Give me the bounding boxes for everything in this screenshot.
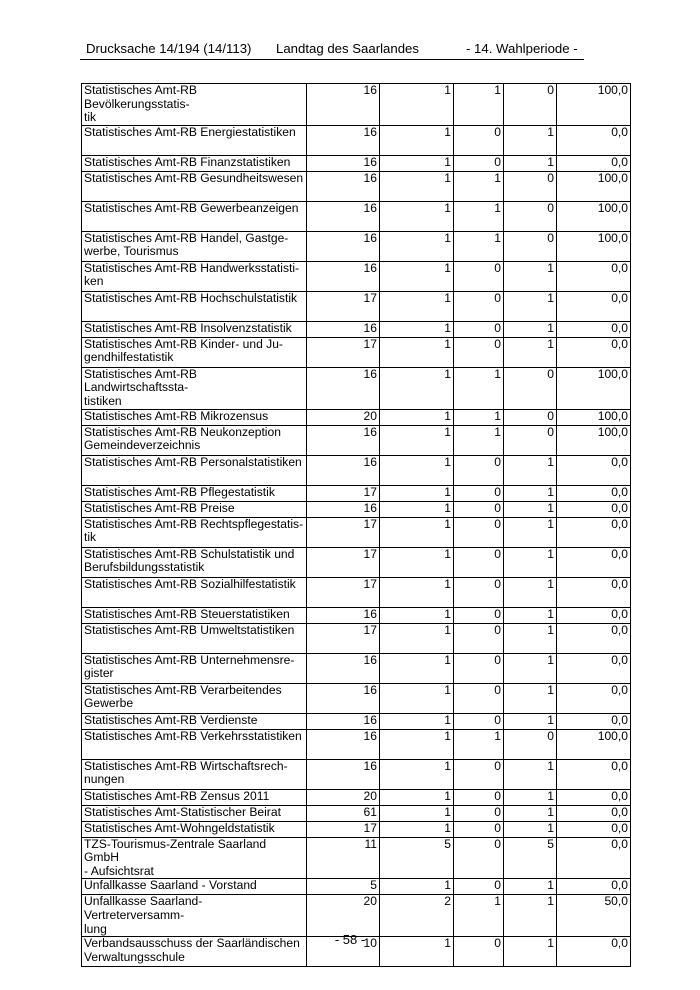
body-c2-cell: 1 xyxy=(380,155,454,171)
body-name-line: Statistisches Amt-RB Wirtschaftsrech- xyxy=(84,759,288,773)
body-name-line: lung xyxy=(84,921,107,936)
body-c4-cell: 1 xyxy=(504,125,557,155)
body-c1-cell: 17 xyxy=(307,821,380,837)
body-name-cell xyxy=(82,607,307,623)
body-c2-cell: 1 xyxy=(380,409,454,425)
body-c4-cell: 1 xyxy=(504,937,557,967)
body-c2-cell: 1 xyxy=(380,485,454,501)
body-c3-cell: 0 xyxy=(454,805,504,821)
body-name-line: Unfallkasse Saarland- Vertreterversamm- xyxy=(84,894,203,922)
body-c5-cell: 0,0 xyxy=(557,607,631,623)
body-name-line: Statistisches Amt-Statistischer Beirat xyxy=(84,805,281,819)
body-c1-cell: 16 xyxy=(307,501,380,517)
body-name-line: Unfallkasse Saarland - Vorstand xyxy=(84,878,257,893)
body-c5-cell: 0,0 xyxy=(557,485,631,501)
body-c2-cell: 1 xyxy=(380,201,454,231)
body-name-cell xyxy=(82,577,307,607)
table-row xyxy=(82,501,631,517)
body-c1-cell: 16 xyxy=(307,155,380,171)
body-c1-cell: 17 xyxy=(307,485,380,501)
body-c5-cell: 100,0 xyxy=(557,201,631,231)
body-c4-cell: 1 xyxy=(504,321,557,337)
body-name-line: gister xyxy=(84,666,114,681)
table-row xyxy=(82,729,631,759)
body-c3-cell: 1 xyxy=(454,171,504,201)
body-c1-cell: 17 xyxy=(307,623,380,653)
body-c5-cell: 100,0 xyxy=(557,171,631,201)
body-c2-cell: 1 xyxy=(380,729,454,759)
body-name-line: tik xyxy=(84,530,97,545)
body-name-line: - Aufsichtsrat xyxy=(84,863,154,878)
table-row xyxy=(82,367,631,409)
body-c1-cell: 17 xyxy=(307,337,380,367)
body-name-cell xyxy=(82,729,307,759)
body-c4-cell: 1 xyxy=(504,623,557,653)
body-c5-cell: 0,0 xyxy=(557,337,631,367)
body-c5-cell: 100,0 xyxy=(557,425,631,455)
body-c4-cell: 1 xyxy=(504,155,557,171)
body-c4-cell: 1 xyxy=(504,879,557,895)
body-c4-cell: 1 xyxy=(504,683,557,713)
body-name-cell xyxy=(82,201,307,231)
body-name-cell xyxy=(82,879,307,895)
table-row xyxy=(82,759,631,789)
body-name-cell xyxy=(82,261,307,291)
body-c1-cell: 16 xyxy=(307,125,380,155)
body-c4-cell: 5 xyxy=(504,837,557,879)
table-row xyxy=(82,201,631,231)
body-name-cell xyxy=(82,837,307,879)
body-name-cell xyxy=(82,337,307,367)
body-name-cell xyxy=(82,485,307,501)
body-c3-cell: 0 xyxy=(454,789,504,805)
body-c3-cell: 0 xyxy=(454,547,504,577)
body-name-line: Statistisches Amt-RB Neukonzeption xyxy=(84,425,281,439)
body-c2-cell: 2 xyxy=(380,895,454,937)
body-c2-cell: 1 xyxy=(380,261,454,291)
body-c3-cell: 0 xyxy=(454,683,504,713)
body-name-cell xyxy=(82,517,307,547)
body-c3-cell: 0 xyxy=(454,623,504,653)
body-c1-cell: 16 xyxy=(307,729,380,759)
body-c1-cell: 17 xyxy=(307,577,380,607)
body-name-line: nungen xyxy=(84,772,125,787)
body-c5-cell: 0,0 xyxy=(557,155,631,171)
body-name-line: Statistisches Amt-RB Pflegestatistik xyxy=(84,485,275,499)
body-c2-cell: 1 xyxy=(380,337,454,367)
page-number: - 58 - xyxy=(334,932,366,947)
table-row xyxy=(82,789,631,805)
table-row xyxy=(82,623,631,653)
body-c4-cell: 0 xyxy=(504,201,557,231)
body-c1-cell: 20 xyxy=(307,895,380,937)
body-c4-cell: 0 xyxy=(504,84,557,126)
body-c2-cell: 1 xyxy=(380,455,454,485)
body-name-line: Statistisches Amt-RB Zensus 2011 xyxy=(84,789,270,803)
body-c5-cell: 0,0 xyxy=(557,517,631,547)
body-c3-cell: 1 xyxy=(454,84,504,126)
body-c1-cell: 16 xyxy=(307,231,380,261)
body-c5-cell: 0,0 xyxy=(557,683,631,713)
table-row xyxy=(82,547,631,577)
body-c4-cell: 1 xyxy=(504,485,557,501)
body-c5-cell: 0,0 xyxy=(557,713,631,729)
body-name-cell xyxy=(82,291,307,321)
body-name-line: Berufsbildungsstatistik xyxy=(84,560,205,575)
body-name-line: Statistisches Amt-RB Bevölkerungsstatis- xyxy=(84,83,197,111)
body-c5-cell: 100,0 xyxy=(557,367,631,409)
body-c5-cell: 100,0 xyxy=(557,231,631,261)
body-c1-cell: 16 xyxy=(307,321,380,337)
body-c2-cell: 1 xyxy=(380,501,454,517)
body-name-line: Statistisches Amt-RB Schulstatistik und xyxy=(84,547,295,561)
body-c1-cell: 16 xyxy=(307,759,380,789)
body-name-line: Statistisches Amt-RB Energiestatistiken xyxy=(84,125,296,139)
body-name-line: Statistisches Amt-RB Handwerksstatisti- xyxy=(84,261,300,275)
body-name-cell xyxy=(82,713,307,729)
body-name-line: Statistisches Amt-RB Kinder- und Ju- xyxy=(84,337,283,351)
body-name-cell xyxy=(82,683,307,713)
body-c4-cell: 0 xyxy=(504,729,557,759)
body-c3-cell: 1 xyxy=(454,895,504,937)
body-c1-cell: 17 xyxy=(307,547,380,577)
header-rule xyxy=(80,59,584,60)
body-c4-cell: 0 xyxy=(504,425,557,455)
body-c2-cell: 5 xyxy=(380,837,454,879)
table-row xyxy=(82,517,631,547)
body-c2-cell: 1 xyxy=(380,367,454,409)
body-c3-cell: 1 xyxy=(454,425,504,455)
body-name-cell xyxy=(82,321,307,337)
body-c5-cell: 100,0 xyxy=(557,729,631,759)
table-row xyxy=(82,425,631,455)
body-name-line: Statistisches Amt-RB Gewerbeanzeigen xyxy=(84,201,299,215)
body-name-line: Gewerbe xyxy=(84,696,134,711)
table-row xyxy=(82,231,631,261)
table-row xyxy=(82,171,631,201)
body-c2-cell: 1 xyxy=(380,759,454,789)
body-c2-cell: 1 xyxy=(380,547,454,577)
body-name-line: Statistisches Amt-RB Sozialhilfestatistik xyxy=(84,577,296,591)
body-c4-cell: 1 xyxy=(504,821,557,837)
body-name-line: Statistisches Amt-RB Rechtspflegestatis- xyxy=(84,517,304,531)
body-c1-cell: 20 xyxy=(307,409,380,425)
body-name-line: ken xyxy=(84,274,104,289)
body-c3-cell: 0 xyxy=(454,879,504,895)
body-c3-cell: 0 xyxy=(454,125,504,155)
body-c3-cell: 0 xyxy=(454,713,504,729)
body-c2-cell: 1 xyxy=(380,683,454,713)
body-c1-cell: 16 xyxy=(307,171,380,201)
document-number: Drucksache 14/194 (14/113) xyxy=(86,41,252,56)
body-name-line: gendhilfestatistik xyxy=(84,350,174,365)
body-name-line: Statistisches Amt-RB Verdienste xyxy=(84,713,258,727)
table-row xyxy=(82,895,631,937)
body-c3-cell: 0 xyxy=(454,261,504,291)
body-c1-cell: 61 xyxy=(307,805,380,821)
body-c4-cell: 1 xyxy=(504,895,557,937)
body-name-line: Statistisches Amt-RB Finanzstatistiken xyxy=(84,155,291,169)
body-c2-cell: 1 xyxy=(380,805,454,821)
body-name-line: Statistisches Amt-RB Gesundheitswesen xyxy=(84,171,304,185)
body-c2-cell: 1 xyxy=(380,577,454,607)
body-c5-cell: 0,0 xyxy=(557,261,631,291)
body-name-line: Statistisches Amt-RB Insolvenzstatistik xyxy=(84,321,292,335)
body-name-line: Statistisches Amt-RB Personalstatistiken xyxy=(84,455,302,469)
body-c3-cell: 1 xyxy=(454,729,504,759)
body-c3-cell: 1 xyxy=(454,201,504,231)
body-c5-cell: 0,0 xyxy=(557,805,631,821)
body-c5-cell: 0,0 xyxy=(557,291,631,321)
table-row xyxy=(82,879,631,895)
table-row xyxy=(82,653,631,683)
parliament-name: Landtag des Saarlandes xyxy=(276,41,419,56)
data-table xyxy=(81,83,631,967)
body-c2-cell: 1 xyxy=(380,821,454,837)
body-name-line: Statistisches Amt-RB Preise xyxy=(84,501,235,515)
body-c3-cell: 0 xyxy=(454,155,504,171)
body-c1-cell: 16 xyxy=(307,425,380,455)
body-c5-cell: 0,0 xyxy=(557,125,631,155)
table-row xyxy=(82,485,631,501)
body-c4-cell: 1 xyxy=(504,713,557,729)
body-c1-cell: 17 xyxy=(307,517,380,547)
legislative-period: - 14. Wahlperiode - xyxy=(466,41,578,56)
body-c4-cell: 1 xyxy=(504,291,557,321)
table-row xyxy=(82,291,631,321)
body-c4-cell: 1 xyxy=(504,759,557,789)
table-row xyxy=(82,837,631,879)
body-c1-cell: 20 xyxy=(307,789,380,805)
body-c5-cell: 100,0 xyxy=(557,409,631,425)
body-c4-cell: 0 xyxy=(504,367,557,409)
body-c2-cell: 1 xyxy=(380,231,454,261)
table-row xyxy=(82,577,631,607)
body-c4-cell: 1 xyxy=(504,607,557,623)
body-c5-cell: 0,0 xyxy=(557,837,631,879)
body-c1-cell: 16 xyxy=(307,367,380,409)
body-c4-cell: 1 xyxy=(504,547,557,577)
body-c4-cell: 1 xyxy=(504,653,557,683)
body-c5-cell: 0,0 xyxy=(557,653,631,683)
body-c2-cell: 1 xyxy=(380,879,454,895)
body-c3-cell: 1 xyxy=(454,231,504,261)
body-c2-cell: 1 xyxy=(380,607,454,623)
table-row xyxy=(82,713,631,729)
body-c1-cell: 16 xyxy=(307,683,380,713)
table-row xyxy=(82,455,631,485)
body-c4-cell: 0 xyxy=(504,231,557,261)
body-c4-cell: 1 xyxy=(504,501,557,517)
table-row xyxy=(82,321,631,337)
body-name-line: Statistisches Amt-RB Unternehmensre- xyxy=(84,653,295,667)
body-c5-cell: 0,0 xyxy=(557,577,631,607)
body-name-cell xyxy=(82,501,307,517)
table-row xyxy=(82,607,631,623)
body-name-cell xyxy=(82,171,307,201)
body-c1-cell: 16 xyxy=(307,607,380,623)
body-name-line: Statistisches Amt-Wohngeldstatistik xyxy=(84,821,275,835)
body-c3-cell: 0 xyxy=(454,577,504,607)
body-c4-cell: 1 xyxy=(504,789,557,805)
body-c3-cell: 0 xyxy=(454,821,504,837)
body-name-cell xyxy=(82,455,307,485)
table-row xyxy=(82,409,631,425)
body-c3-cell: 0 xyxy=(454,337,504,367)
body-name-cell xyxy=(82,623,307,653)
body-c3-cell: 1 xyxy=(454,409,504,425)
body-c2-cell: 1 xyxy=(380,125,454,155)
body-c4-cell: 0 xyxy=(504,409,557,425)
table-row xyxy=(82,337,631,367)
body-c1-cell: 16 xyxy=(307,84,380,126)
body-name-line: Statistisches Amt-RB Steuerstatistiken xyxy=(84,607,290,621)
table-row xyxy=(82,821,631,837)
body-name-cell xyxy=(82,789,307,805)
body-name-cell xyxy=(82,547,307,577)
body-name-line: Verbandsausschuss der Saarländischen xyxy=(84,936,300,951)
body-c1-cell: 16 xyxy=(307,201,380,231)
body-c4-cell: 0 xyxy=(504,171,557,201)
body-c3-cell: 0 xyxy=(454,291,504,321)
body-c3-cell: 0 xyxy=(454,837,504,879)
body-c4-cell: 1 xyxy=(504,455,557,485)
body-c5-cell: 0,0 xyxy=(557,879,631,895)
page-header xyxy=(86,41,586,61)
body-name-line: Statistisches Amt-RB Umweltstatistiken xyxy=(84,623,295,637)
body-c4-cell: 1 xyxy=(504,805,557,821)
body-name-line: Statistisches Amt-RB Mikrozensus xyxy=(84,409,269,423)
body-c2-cell: 1 xyxy=(380,653,454,683)
body-c2-cell: 1 xyxy=(380,623,454,653)
body-c3-cell: 0 xyxy=(454,485,504,501)
body-c1-cell: 16 xyxy=(307,653,380,683)
table-row xyxy=(82,261,631,291)
body-c1-cell: 16 xyxy=(307,261,380,291)
body-c4-cell: 1 xyxy=(504,337,557,367)
body-c2-cell: 1 xyxy=(380,321,454,337)
body-c2-cell: 1 xyxy=(380,425,454,455)
body-name-cell xyxy=(82,759,307,789)
body-c3-cell: 0 xyxy=(454,759,504,789)
body-name-cell xyxy=(82,125,307,155)
table-row xyxy=(82,125,631,155)
body-name-cell xyxy=(82,367,307,409)
body-name-line: Statistisches Amt-RB Handel, Gastge- xyxy=(84,231,289,245)
body-c3-cell: 0 xyxy=(454,937,504,967)
body-c3-cell: 0 xyxy=(454,501,504,517)
body-c3-cell: 1 xyxy=(454,367,504,409)
body-name-line: werbe, Tourismus xyxy=(84,244,179,259)
body-c3-cell: 0 xyxy=(454,321,504,337)
body-c1-cell: 11 xyxy=(307,837,380,879)
body-c3-cell: 0 xyxy=(454,517,504,547)
body-c2-cell: 1 xyxy=(380,84,454,126)
body-c5-cell: 100,0 xyxy=(557,84,631,126)
body-c2-cell: 1 xyxy=(380,937,454,967)
body-name-line: Gemeindeverzeichnis xyxy=(84,438,201,453)
body-c1-cell: 16 xyxy=(307,713,380,729)
body-c3-cell: 0 xyxy=(454,607,504,623)
body-c4-cell: 1 xyxy=(504,577,557,607)
table-row xyxy=(82,84,631,126)
body-name-cell xyxy=(82,805,307,821)
body-c5-cell: 0,0 xyxy=(557,321,631,337)
body-name-cell xyxy=(82,409,307,425)
body-c3-cell: 0 xyxy=(454,653,504,683)
body-name-cell xyxy=(82,895,307,937)
body-c5-cell: 0,0 xyxy=(557,821,631,837)
body-name-line: tistiken xyxy=(84,393,122,408)
body-name-cell xyxy=(82,653,307,683)
table-row xyxy=(82,155,631,171)
body-c2-cell: 1 xyxy=(380,713,454,729)
body-c5-cell: 50,0 xyxy=(557,895,631,937)
body-c1-cell: 5 xyxy=(307,879,380,895)
body-c4-cell: 1 xyxy=(504,517,557,547)
body-name-line: TZS-Tourismus-Zentrale Saarland GmbH xyxy=(84,837,267,865)
body-c5-cell: 0,0 xyxy=(557,623,631,653)
body-c2-cell: 1 xyxy=(380,789,454,805)
body-c2-cell: 1 xyxy=(380,171,454,201)
body-c3-cell: 0 xyxy=(454,455,504,485)
body-c1-cell: 10 xyxy=(307,937,380,967)
body-name-cell xyxy=(82,155,307,171)
body-c2-cell: 1 xyxy=(380,517,454,547)
body-c5-cell: 0,0 xyxy=(557,789,631,805)
body-name-cell xyxy=(82,425,307,455)
body-c5-cell: 0,0 xyxy=(557,547,631,577)
body-name-line: tik xyxy=(84,110,97,125)
body-c5-cell: 0,0 xyxy=(557,759,631,789)
body-c1-cell: 17 xyxy=(307,291,380,321)
body-c5-cell: 0,0 xyxy=(557,937,631,967)
body-c5-cell: 0,0 xyxy=(557,455,631,485)
body-c1-cell: 16 xyxy=(307,455,380,485)
body-name-line: Verwaltungsschule xyxy=(84,949,185,964)
table-row xyxy=(82,683,631,713)
table-row xyxy=(82,805,631,821)
body-name-cell xyxy=(82,231,307,261)
body-name-cell xyxy=(82,84,307,126)
body-name-line: Statistisches Amt-RB Landwirtschaftssta- xyxy=(84,367,197,395)
body-c4-cell: 1 xyxy=(504,261,557,291)
body-c5-cell: 0,0 xyxy=(557,501,631,517)
body-name-line: Statistisches Amt-RB Verarbeitendes xyxy=(84,683,282,697)
body-c2-cell: 1 xyxy=(380,291,454,321)
body-name-cell xyxy=(82,821,307,837)
body-name-line: Statistisches Amt-RB Verkehrsstatistiken xyxy=(84,729,302,743)
body-name-line: Statistisches Amt-RB Hochschulstatistik xyxy=(84,291,298,305)
